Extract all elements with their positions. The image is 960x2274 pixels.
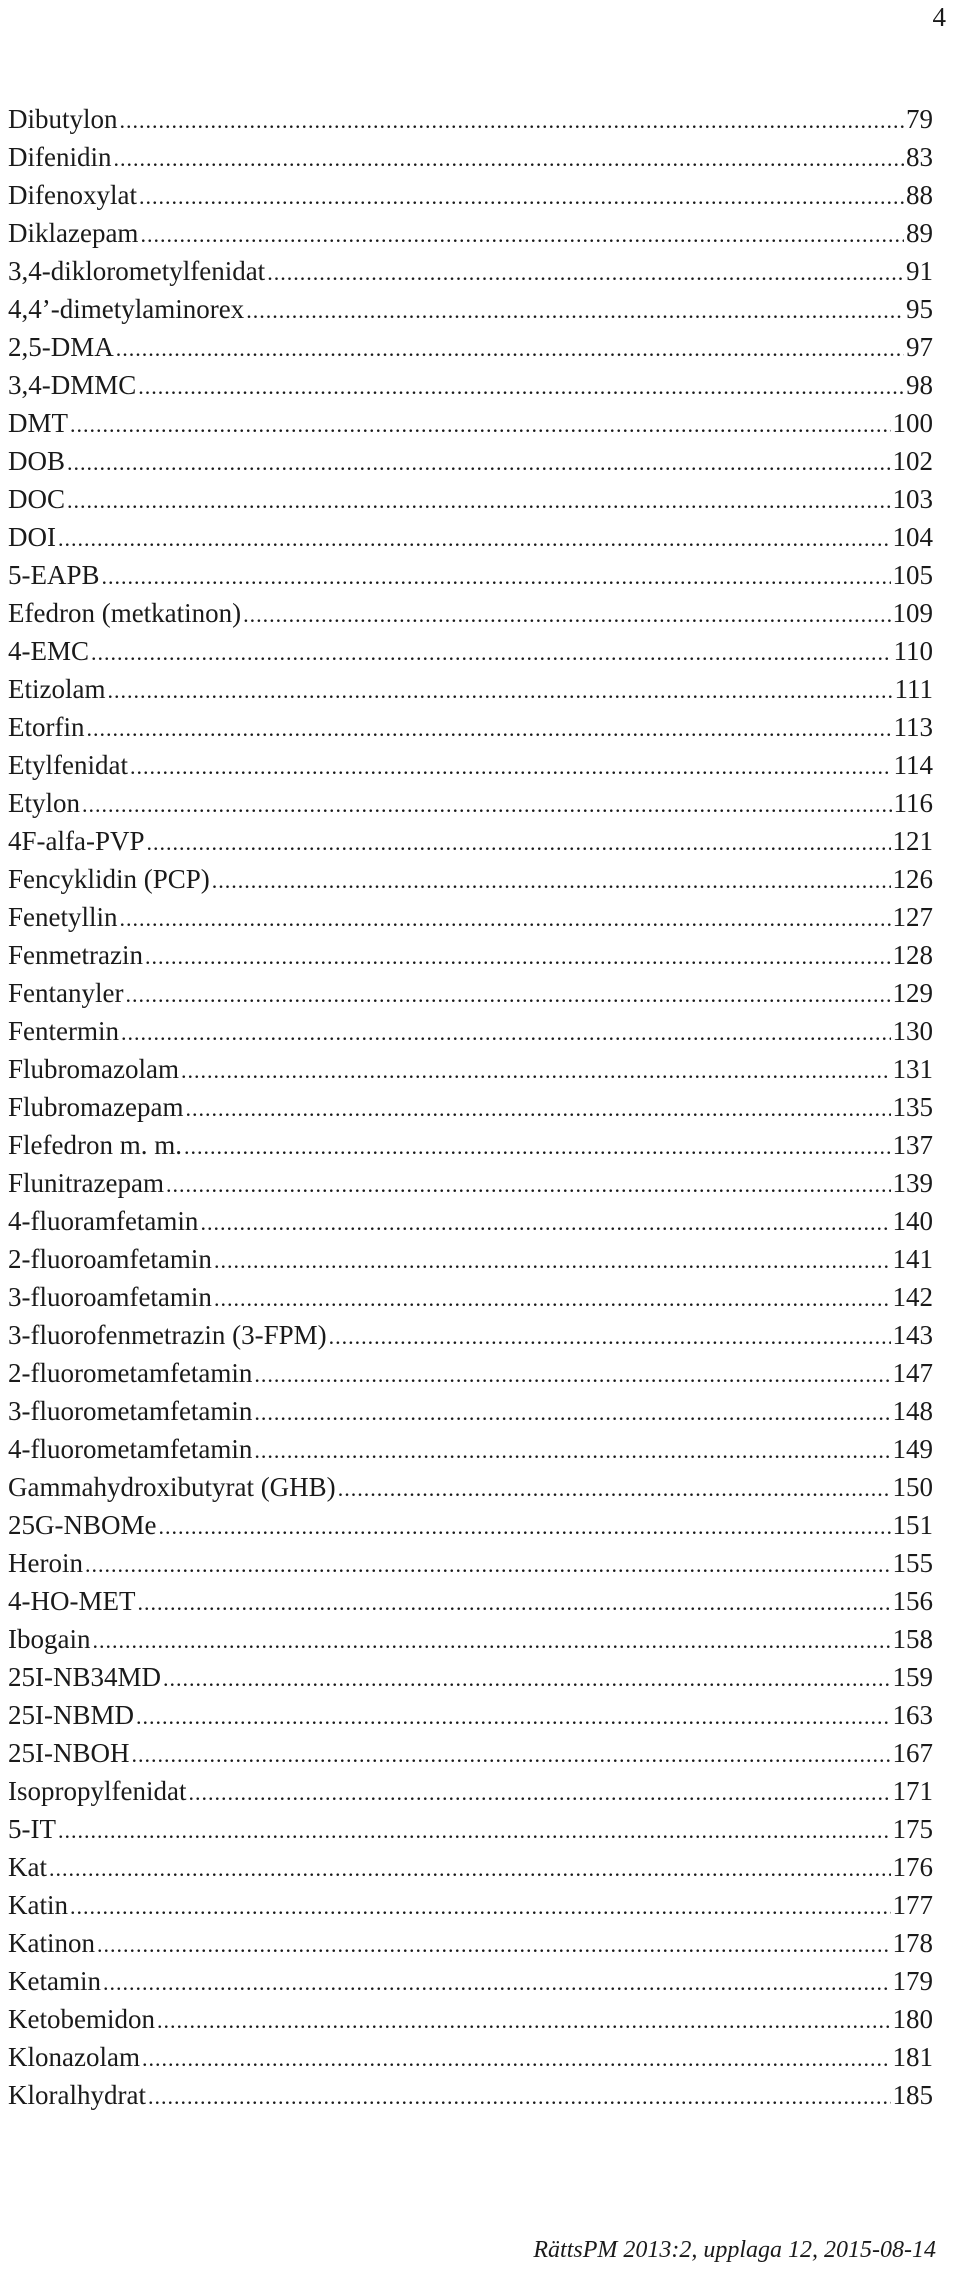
toc-entry-page: 95 [906,294,933,324]
dot-leader [120,898,891,938]
toc-entry-page: 158 [892,1624,933,1654]
toc-entry [8,1240,933,1278]
toc-entry-name: Diklazepam [8,218,139,248]
toc-entry-page: 88 [906,180,933,210]
toc-entry-page: 139 [892,1168,933,1198]
toc-entry-page: 185 [892,2080,933,2110]
toc-entry [8,518,933,556]
dot-leader [67,480,890,520]
toc-entry-name: Isopropylfenidat [8,1776,187,1806]
toc-entry [8,822,933,860]
dot-leader [97,1924,891,1964]
toc-entry-page: 147 [892,1358,933,1388]
toc-entry-name: Flefedron m. m. [8,1130,182,1160]
toc-entry-page: 167 [892,1738,933,1768]
toc-entry [8,1734,933,1772]
toc-entry [8,2038,933,2076]
toc-entry [8,290,933,328]
dot-leader [58,518,891,558]
dot-leader [147,822,891,862]
table-of-contents [8,100,933,2114]
toc-entry-page: 130 [892,1016,933,1046]
dot-leader [136,1696,891,1736]
toc-entry-name: Difenidin [8,142,112,172]
dot-leader [82,784,892,824]
dot-leader [58,1810,891,1850]
dot-leader [214,1240,891,1280]
toc-entry [8,1962,933,2000]
toc-entry [8,632,933,670]
toc-entry-name: 4,4’-dimetylaminorex [8,294,245,324]
dot-leader [138,366,904,406]
toc-entry-name: 4F-alfa-PVP [8,826,145,856]
toc-entry [8,1430,933,1468]
toc-entry-name: Flubromazolam [8,1054,179,1084]
toc-entry-page: 126 [892,864,933,894]
toc-entry-page: 127 [892,902,933,932]
dot-leader [163,1658,891,1698]
toc-entry [8,898,933,936]
toc-entry-name: Heroin [8,1548,83,1578]
dot-leader [243,594,890,634]
dot-leader [145,936,891,976]
toc-entry-page: 155 [892,1548,933,1578]
toc-entry [8,1202,933,1240]
dot-leader [120,100,904,140]
toc-entry-name: Fenmetrazin [8,940,143,970]
toc-entry-page: 105 [892,560,933,590]
toc-entry-page: 100 [892,408,933,438]
toc-entry [8,1164,933,1202]
toc-entry-page: 113 [893,712,933,742]
toc-entry-name: 3-fluorometamfetamin [8,1396,253,1426]
toc-entry-name: Etylfenidat [8,750,128,780]
toc-entry [8,784,933,822]
dot-leader [132,1734,891,1774]
toc-entry-name: Katinon [8,1928,95,1958]
dot-leader [107,670,892,710]
toc-entry-page: 121 [892,826,933,856]
toc-entry [8,1278,933,1316]
toc-entry-name: 25I-NB34MD [8,1662,161,1692]
toc-entry-page: 111 [894,674,933,704]
toc-entry-name: DOB [8,446,66,476]
toc-entry-page: 116 [893,788,933,818]
toc-entry [8,1848,933,1886]
toc-entry-name: 3,4-diklorometylfenidat [8,256,266,286]
toc-entry [8,556,933,594]
toc-entry-page: 128 [892,940,933,970]
dot-leader [49,1848,891,1888]
dot-leader [116,328,904,368]
dot-leader [85,1544,891,1584]
dot-leader [184,1126,891,1166]
toc-entry-page: 142 [892,1282,933,1312]
toc-entry-name: 3-fluoroamfetamin [8,1282,212,1312]
toc-entry-page: 179 [892,1966,933,1996]
toc-entry-page: 171 [892,1776,933,1806]
toc-entry [8,1050,933,1088]
toc-entry-page: 102 [892,446,933,476]
toc-entry-name: 25I-NBOH [8,1738,130,1768]
footer-document-reference: RättsPM 2013:2, upplaga 12, 2015-08-14 [533,2237,936,2263]
toc-entry-page: 97 [906,332,933,362]
toc-entry [8,252,933,290]
toc-entry [8,1620,933,1658]
toc-entry [8,214,933,252]
dot-leader [188,1772,890,1812]
toc-entry-name: 3,4-DMMC [8,370,137,400]
toc-entry [8,1012,933,1050]
toc-entry-page: 159 [892,1662,933,1692]
toc-entry-name: Flunitrazepam [8,1168,164,1198]
toc-entry-name: Kat [8,1852,47,1882]
toc-entry-name: 4-fluoramfetamin [8,1206,199,1236]
toc-entry [8,1088,933,1126]
dot-leader [130,746,892,786]
toc-entry-page: 109 [892,598,933,628]
toc-entry-page: 143 [892,1320,933,1350]
toc-entry-page: 177 [892,1890,933,1920]
toc-entry-page: 103 [892,484,933,514]
toc-entry [8,708,933,746]
dot-leader [142,2038,891,2078]
dot-leader [102,556,891,596]
dot-leader [70,1886,891,1926]
dot-leader [200,1202,890,1242]
dot-leader [91,632,892,672]
toc-entry [8,1658,933,1696]
toc-entry [8,100,933,138]
toc-entry-name: Fentanyler [8,978,124,1008]
toc-entry [8,1126,933,1164]
dot-leader [125,974,890,1014]
toc-entry [8,1544,933,1582]
toc-entry-name: Gammahydroxibutyrat (GHB) [8,1472,336,1502]
toc-entry-name: 4-fluorometamfetamin [8,1434,253,1464]
toc-entry [8,138,933,176]
toc-entry-page: 163 [892,1700,933,1730]
toc-entry-name: Ibogain [8,1624,91,1654]
toc-entry-name: DMT [8,408,68,438]
toc-entry-page: 137 [892,1130,933,1160]
toc-entry-name: DOI [8,522,56,552]
toc-entry-name: Etorfin [8,712,85,742]
toc-entry-name: 4-HO-MET [8,1586,136,1616]
dot-leader [212,860,891,900]
toc-entry-name: Fencyklidin (PCP) [8,864,210,894]
toc-entry [8,860,933,898]
toc-entry-page: 141 [892,1244,933,1274]
toc-entry [8,1354,933,1392]
toc-entry-page: 131 [892,1054,933,1084]
toc-entry-page: 178 [892,1928,933,1958]
dot-leader [86,708,891,748]
dot-leader [113,138,904,178]
dot-leader [121,1012,891,1052]
dot-leader [185,1088,890,1128]
page-number: 4 [932,2,946,32]
toc-entry-page: 104 [892,522,933,552]
dot-leader [92,1620,890,1660]
toc-entry-name: Efedron (metkatinon) [8,598,242,628]
toc-entry [8,1506,933,1544]
toc-entry [8,1316,933,1354]
toc-entry-page: 176 [892,1852,933,1882]
toc-entry-page: 129 [892,978,933,1008]
toc-entry-name: Fenetyllin [8,902,118,932]
toc-entry [8,404,933,442]
dot-leader [214,1278,891,1318]
toc-entry [8,594,933,632]
dot-leader [148,2076,891,2116]
toc-entry-page: 150 [892,1472,933,1502]
toc-entry-page: 156 [892,1586,933,1616]
toc-entry [8,1886,933,1924]
toc-entry-name: 25G-NBOMe [8,1510,157,1540]
toc-entry-page: 148 [892,1396,933,1426]
toc-entry-page: 89 [906,218,933,248]
toc-entry-page: 91 [906,256,933,286]
dot-leader [140,214,904,254]
toc-entry-page: 114 [893,750,933,780]
toc-entry-name: 4-EMC [8,636,89,666]
toc-entry-name: Kloralhydrat [8,2080,146,2110]
toc-entry-name: Difenoxylat [8,180,137,210]
toc-entry-name: Ketobemidon [8,2004,155,2034]
toc-entry [8,1468,933,1506]
toc-entry-name: Ketamin [8,1966,101,1996]
dot-leader [254,1430,890,1470]
toc-entry [8,1772,933,1810]
dot-leader [267,252,904,292]
toc-entry-page: 98 [906,370,933,400]
toc-entry-page: 140 [892,1206,933,1236]
dot-leader [181,1050,891,1090]
toc-entry-page: 135 [892,1092,933,1122]
toc-entry-name: Fentermin [8,1016,119,1046]
dot-leader [338,1468,891,1508]
toc-entry [8,936,933,974]
toc-entry [8,1582,933,1620]
toc-entry-page: 149 [892,1434,933,1464]
toc-entry [8,366,933,404]
dot-leader [159,1506,891,1546]
dot-leader [254,1392,890,1432]
toc-entry-name: Flubromazepam [8,1092,184,1122]
toc-entry-name: 3-fluorofenmetrazin (3-FPM) [8,1320,327,1350]
toc-entry-page: 180 [892,2004,933,2034]
toc-entry-name: 5-IT [8,1814,56,1844]
dot-leader [137,1582,890,1622]
toc-entry [8,974,933,1012]
toc-entry [8,1924,933,1962]
dot-leader [246,290,904,330]
dot-leader [329,1316,891,1356]
dot-leader [254,1354,890,1394]
toc-entry-page: 110 [893,636,933,666]
toc-entry-name: Etizolam [8,674,106,704]
toc-entry-page: 181 [892,2042,933,2072]
toc-entry-name: 2-fluoroamfetamin [8,1244,212,1274]
dot-leader [70,404,891,444]
toc-entry-page: 83 [906,142,933,172]
dot-leader [103,1962,891,2002]
toc-entry-name: 2,5-DMA [8,332,114,362]
toc-entry [8,442,933,480]
toc-entry-name: Dibutylon [8,104,118,134]
toc-entry-name: Etylon [8,788,80,818]
toc-entry [8,1392,933,1430]
toc-entry-page: 175 [892,1814,933,1844]
toc-entry [8,2000,933,2038]
toc-entry-name: Klonazolam [8,2042,140,2072]
dot-leader [157,2000,891,2040]
toc-entry-name: 25I-NBMD [8,1700,134,1730]
toc-entry [8,176,933,214]
toc-entry [8,746,933,784]
toc-entry [8,670,933,708]
dot-leader [166,1164,891,1204]
dot-leader [139,176,904,216]
toc-entry-name: 2-fluorometamfetamin [8,1358,253,1388]
toc-entry-page: 151 [892,1510,933,1540]
toc-entry [8,328,933,366]
dot-leader [67,442,890,482]
toc-entry-name: Katin [8,1890,68,1920]
toc-entry [8,1696,933,1734]
toc-entry [8,1810,933,1848]
toc-entry-page: 79 [906,104,933,134]
toc-entry [8,480,933,518]
toc-entry-name: 5-EAPB [8,560,100,590]
toc-entry [8,2076,933,2114]
toc-entry-name: DOC [8,484,66,514]
